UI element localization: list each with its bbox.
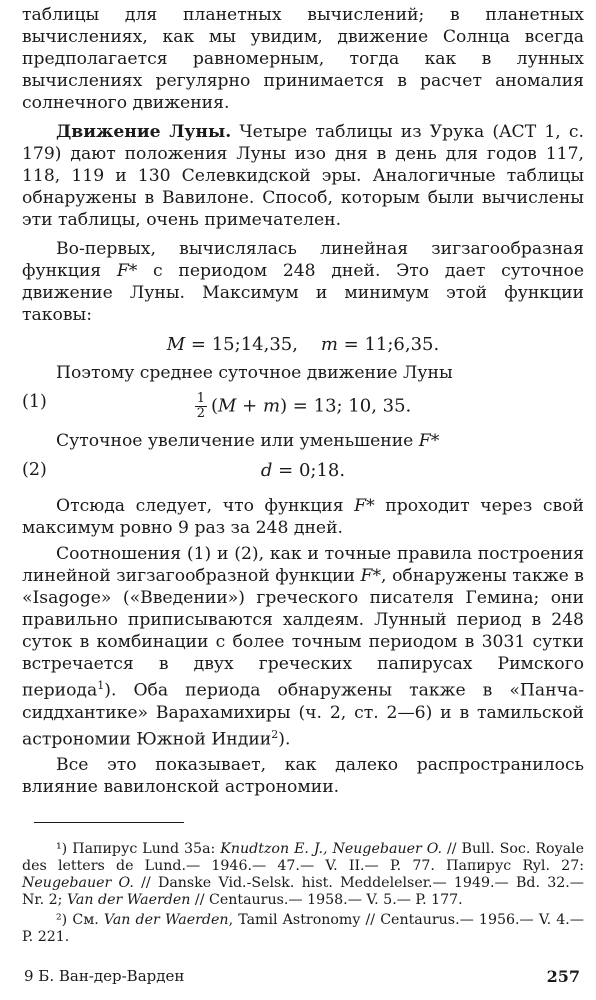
footnote-author: Van der Waerden <box>103 912 229 929</box>
footnote-text: ²) См. <box>56 912 104 929</box>
paragraph-text: Суточное увеличение или уменьшение <box>56 431 419 451</box>
paragraph-max-count <box>22 495 584 539</box>
equation-2 <box>22 452 584 488</box>
equation-number: (2) <box>22 460 47 480</box>
paragraph-moon-motion <box>22 121 584 231</box>
paragraph-text: ). Оба периода обнаружены также в «Панча-сиддхантике» Варахамихиры (ч. 2, ст. 2—6) и в тамильской астрономии Южной Индии <box>22 680 584 750</box>
footnote-text: // Centaurus.— 1958.— V. 5.— P. 177. <box>190 892 463 909</box>
footnote-text: // Danske Vid.-Selsk. hist. Meddelelser.— 1949.— Bd. 32.— Nr. 2; <box>22 875 584 909</box>
footnote-text: // Bull. Soc. Royale des letters de Lund.— 1946.— 47.— V. II.— P. 77. Папирус Ryl. 27: <box>22 841 584 875</box>
page-number: 257 <box>546 967 580 986</box>
footnote-ref-2[interactable]: 2 <box>271 727 279 741</box>
paren: ( <box>210 395 219 417</box>
equation-number: (1) <box>22 392 47 412</box>
paragraph-intro <box>22 4 584 114</box>
section-heading: Движение Луны. <box>56 122 232 142</box>
function-symbol: F* <box>360 566 382 586</box>
footnote-author: Neugebauer O. <box>22 875 134 892</box>
footnote-author: Van der Waerden <box>66 892 191 909</box>
symbol-min: m <box>320 334 338 355</box>
paragraph-text: Отсюда следует, что функция <box>56 496 355 516</box>
fraction-denominator: 2 <box>196 406 205 421</box>
footnote-ref-1[interactable]: 1 <box>97 679 105 692</box>
equation-body <box>22 334 584 355</box>
equation-result: = 0;18. <box>272 460 346 481</box>
paragraph-text: с периодом 248 дней. Это дает суточное движение Луны. Максимум и минимум этой функции таковы: <box>22 261 584 325</box>
page-body <box>22 4 584 946</box>
equation-1 <box>22 384 584 424</box>
paragraph-text: , обнаружены также в «Isagoge» («Введении») греческого писателя Гемина; они правильно приписываются халдеям. Лунный период в 248 суток в комбинации с более точным периодом в 3031 сутки встречается в двух греческих папирусах Римского периода <box>22 566 584 701</box>
function-symbol: F* <box>354 496 375 516</box>
equation-body <box>22 392 584 421</box>
paragraph-text: Соотношения (1) и (2), как и точные правила построения линейной зигзагообразной функции <box>22 544 584 586</box>
paragraph-daily-change <box>22 430 584 452</box>
paragraph-text: Все это показывает, как далеко распространилось влияние вавилонской астрономии. <box>22 755 584 798</box>
equation-max-min <box>22 326 584 362</box>
page-footer <box>24 967 580 989</box>
fraction <box>195 392 207 421</box>
fraction-numerator: 1 <box>196 391 205 406</box>
paragraph-conclusion <box>22 754 584 798</box>
value-min: = 11;6,35. <box>337 334 440 355</box>
paragraph-text: Поэтому среднее суточное движение Луны <box>56 363 453 383</box>
symbol-d: d <box>260 460 273 481</box>
value-max: = 15;14,35, <box>185 334 298 355</box>
function-symbol: F* <box>418 431 440 451</box>
operator: + <box>236 395 263 417</box>
footnote-divider <box>34 822 184 823</box>
footnote-text: , Tamil Astronomy // Centaurus.— 1956.— V. 4.— P. 221. <box>22 912 584 946</box>
paragraph-zigzag <box>22 238 584 326</box>
paragraph-text: ). <box>278 729 291 750</box>
function-symbol: F* <box>116 261 138 281</box>
footnote-1 <box>22 841 584 909</box>
signature-mark: 9 Б. Ван-дер-Варден <box>24 967 185 985</box>
footnote-text: ¹) Папирус Lund 35a: <box>56 841 221 858</box>
symbol-max: M <box>166 334 186 355</box>
paragraph-text: Во-первых, вычислялась линейная зигзагообразная функция <box>22 239 584 281</box>
equation-body <box>22 460 584 481</box>
equation-result: ) = 13; 10, 35. <box>280 395 412 417</box>
paragraph-text: Четыре таблицы из Урука (ACT 1, с. 179) дают положения Луны изо дня в день для годов 117, 118, 119 и 130 Селевкидской эры. Аналогичные таблицы обнаружены в Вавилоне. Способ, которым были вычислены эти таблицы, очень примечателен. <box>22 122 584 230</box>
footnote-2 <box>22 912 584 946</box>
paragraph-text: таблицы для планетных вычислений; в планетных вычислениях, как мы увидим, движение Солнца всегда предполагается равномерным, тогда как в лунных вычислениях регулярно принимается в расчет аномалия солнечного движения. <box>22 5 584 113</box>
paragraph-relations <box>22 543 584 750</box>
paragraph-text: проходит через свой максимум ровно 9 раз за 248 дней. <box>22 496 584 538</box>
paragraph-mean-motion <box>22 362 584 384</box>
footnote-author: Knudtzon E. J., Neugebauer O. <box>220 841 443 858</box>
symbol-max: M <box>218 395 237 417</box>
symbol-min: m <box>262 395 281 417</box>
